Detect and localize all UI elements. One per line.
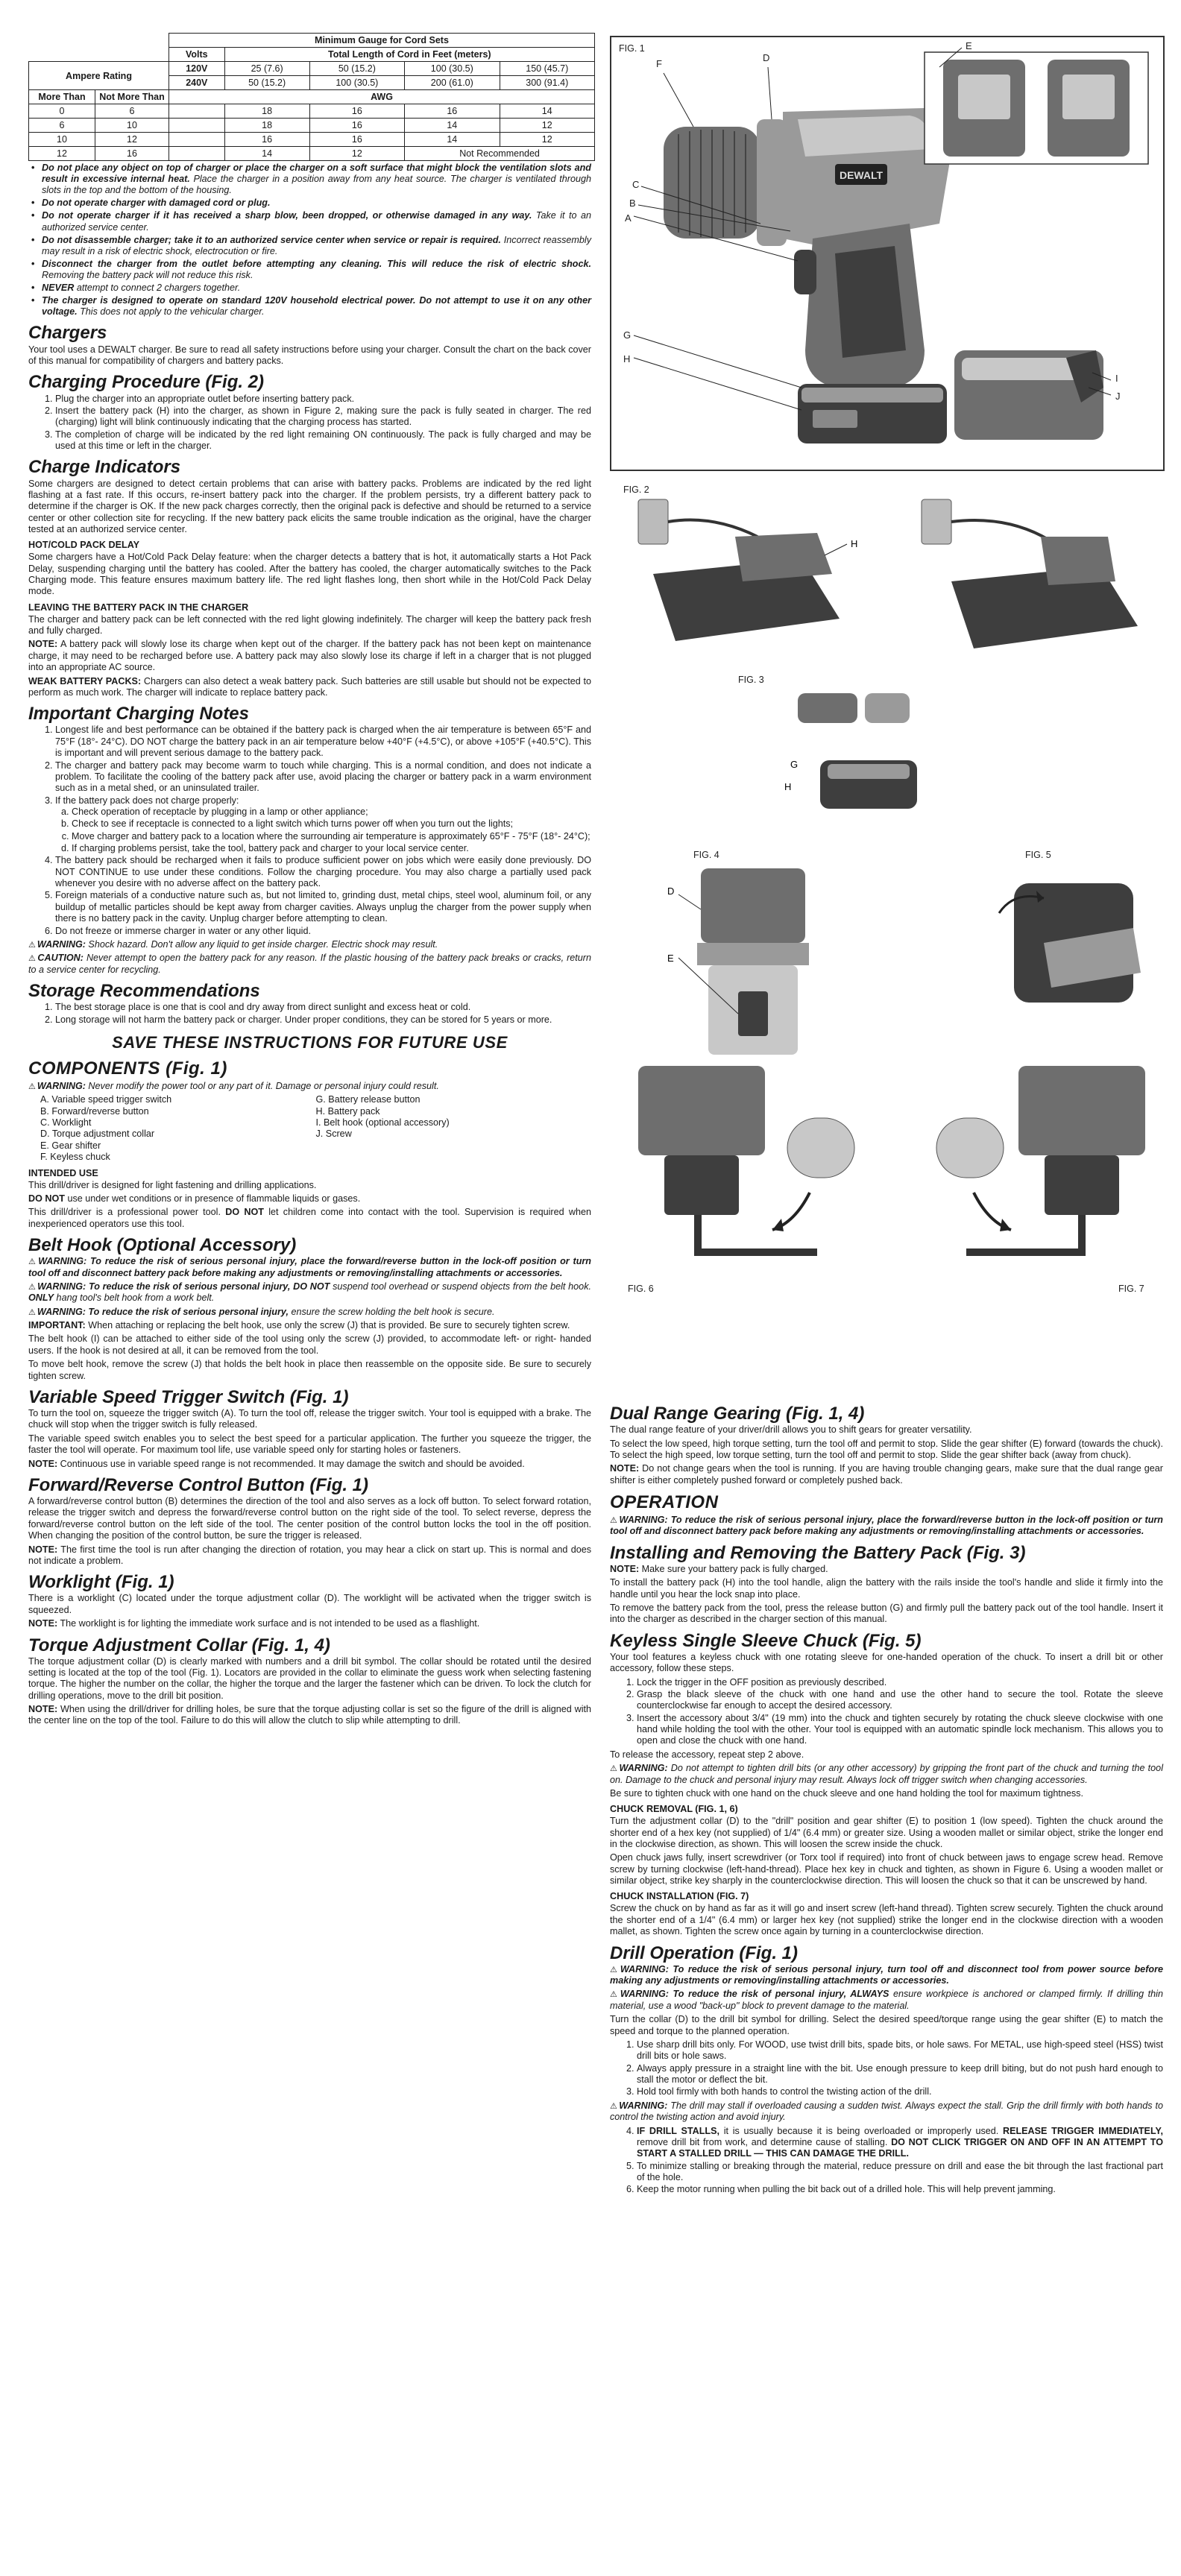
drill-op-steps-continued — [610, 2126, 1163, 2196]
table-cell: 12 — [500, 133, 594, 147]
dual-range-p1: The dual range feature of your driver/drill allows you to shift gears for greater versatility. — [610, 1424, 972, 1436]
inset-detail — [1062, 75, 1115, 119]
forward-reverse-heading: Forward/Reverse Control Button (Fig. 1) — [28, 1474, 369, 1495]
len240-cell: 50 (15.2) — [224, 76, 309, 90]
table-row — [29, 147, 595, 161]
table-cell: 0 — [29, 104, 95, 119]
table-cell: 14 — [224, 147, 309, 161]
shock-warning: ⚠ WARNING: Shock hazard. Don't allow any liquid to get inside charger. Electric shock may result. — [28, 938, 438, 950]
dual-range-p2: To select the low speed, high torque setting, turn the tool off and permit to stop. Slide the gear shifter (E) forward (towards the chuck). To select the high speed, low torque setting, turn the tool off and permit to stop. Slide the gear shifter back (away from chuck). — [610, 1438, 1163, 1460]
brand-logo: DEWALT — [839, 169, 884, 181]
torque-note: NOTE: When using the drill/driver for drilling holes, be sure that the torque adjusting collar is set so the figure of the drill is aligned with the center line on the top of the tool. Failure to do this will allow the clutch to slip while attempting to drill. — [28, 1704, 591, 1726]
battery-label — [813, 410, 857, 428]
storage-list — [28, 1002, 591, 1026]
belt-hook-heading: Belt Hook (Optional Accessory) — [28, 1234, 297, 1255]
belt-hook-important: IMPORTANT: When attaching or replacing the belt hook, use only the screw (J) that is provided. Be sure to securely tighten screw. — [28, 1320, 570, 1331]
list-item: B. Forward/reverse button — [40, 1105, 149, 1117]
keyless-p2: Be sure to tighten chuck with one hand on the chuck sleeve and one hand holding the tool for maximum tightness. — [610, 1787, 1083, 1799]
dual-range-heading: Dual Range Gearing (Fig. 1, 4) — [610, 1404, 865, 1424]
worklight-note: NOTE: The worklight is for lighting the immediate work surface and is not intended to be used as a flashlight. — [28, 1618, 480, 1629]
fig4-callout-d: D — [667, 886, 675, 897]
charger-cord — [951, 520, 1056, 544]
len120-cell: 150 (45.7) — [500, 62, 594, 76]
warning-triangle-icon: ⚠ — [610, 1515, 618, 1525]
table-cell: 16 — [224, 133, 309, 147]
list-item: A. Variable speed trigger switch — [40, 1094, 172, 1105]
list-item: 3. The completion of charge will be indicated by the red light remaining ON continuously. The pack is fully charged and may be used at this time or left in the charger. — [55, 429, 591, 452]
chuck-removal-heading: CHUCK REMOVAL (FIG. 1, 6) — [610, 1804, 738, 1815]
table-cell: 14 — [500, 104, 594, 119]
battery-top — [828, 764, 910, 779]
belt-hook-warning-1: ⚠ WARNING: To reduce the risk of serious personal injury, place the forward/reverse button in the lock-off position or turn tool off and disconnect battery pack before making any adjustments or removing/installing attachments or accessories. — [28, 1256, 591, 1278]
drill-operation-heading: Drill Operation (Fig. 1) — [610, 1942, 799, 1963]
list-item: 4. IF DRILL STALLS, it is usually because it is being overloaded or improperly used. RELEASE TRIGGER IMMEDIATELY, remove drill bit from work, and determine cause of stalling. DO NOT CLICK TRIGGER ON AND OFF IN AN ATTEMPT TO START A STALLED DRILL — THIS CAN DAMAGE THE DRILL. — [637, 2126, 1163, 2160]
belt-hook-warning-3: ⚠ WARNING: To reduce the risk of serious personal injury, ensure the screw holding the belt hook is secure. — [28, 1306, 495, 1317]
callout-b: B — [629, 198, 636, 209]
warning-triangle-icon: ⚠ — [610, 1764, 618, 1774]
fig4-label: FIG. 4 — [693, 850, 719, 860]
left-column — [28, 33, 591, 1729]
callout-c: C — [632, 179, 640, 190]
more-than-header: More Than — [29, 90, 95, 104]
awg-header: AWG — [169, 90, 595, 104]
leaving-heading: LEAVING THE BATTERY PACK IN THE CHARGER — [28, 602, 249, 613]
belt-hook-p2: To move belt hook, remove the screw (J) that holds the belt hook in place then reassemble on the opposite side. Be sure to securely tighten screw. — [28, 1359, 591, 1381]
table-cell: 12 — [95, 133, 169, 147]
fig5-chuck-illustration — [984, 868, 1156, 1025]
chuck-removal-body-2: Open chuck jaws fully, insert screwdriver (or Torx tool if required) into front of chuck between jaws to engage screw head. Remove screw by turning clockwise (left-hand-thread). Place hex key in chuck and tighten, as shown in Figure 6. Using a wooden mallet or similar object, strike key sharply in the counterclockwise direction. This will loosen the chuck so that it can be unscrewed by hand. — [610, 1852, 1163, 1887]
belt-hook-p1: The belt hook (I) can be attached to either side of the tool using only the screw (J) provided, to accommodate left- or right- handed users. If the hook is not desired at all, it can be removed from the tool. — [28, 1333, 591, 1356]
install-battery-p2: To remove the battery pack from the tool, press the release button (G) and firmly pull the battery pack out of the tool handle. Insert it into the charger as described in the charger section of this manual. — [610, 1603, 1163, 1625]
list-item: 2. Insert the battery pack (H) into the charger, as shown in Figure 2, making sure the pack is fully seated in charger. The red (charging) light will blink continuously indicating that the charging process has started. — [55, 405, 591, 429]
list-item: G. Battery release button — [315, 1094, 421, 1105]
battery-small — [865, 693, 910, 723]
wall-outlet — [638, 499, 668, 544]
variable-speed-heading: Variable Speed Trigger Switch (Fig. 1) — [28, 1386, 349, 1407]
warning-triangle-icon: ⚠ — [28, 954, 37, 964]
weak-packs-paragraph: WEAK BATTERY PACKS: Chargers can also detect a weak battery pack. Such batteries are still usable but should not be expected to perform as much work. The charger will indicate to replace battery pack. — [28, 675, 591, 698]
list-item: • Do not disassemble charger; take it to an authorized service center when service or repair is required. Incorrect reassembly may result in a risk of electric shock, electrocution or fire. — [42, 235, 591, 257]
callout-f: F — [656, 58, 662, 69]
leaving-body: The charger and battery pack can be left connected with the red light glowing indefinitely. The charger will keep the battery pack fresh and fully charged. — [28, 613, 591, 637]
keyless-warning: ⚠ WARNING: Do not attempt to tighten drill bits (or any other accessory) by gripping the front part of the chuck and turning the tool on. Damage to the chuck and personal injury may result. Always lock off trigger switch when changing accessories. — [610, 1763, 1163, 1785]
storage-heading: Storage Recommendations — [28, 981, 260, 1002]
list-item: d. If charging problems persist, take the tool, battery pack and charger to your local service center. — [72, 843, 591, 854]
volts-header: Volts — [169, 48, 225, 62]
warning-triangle-icon: ⚠ — [28, 1307, 36, 1317]
worklight-p1: There is a worklight (C) located under the torque adjustment collar (D). The worklight will be activated when the trigger switch is squeezed. — [28, 1593, 591, 1615]
warning-triangle-icon: ⚠ — [610, 1990, 619, 2000]
trigger — [794, 250, 816, 294]
list-item: J. Screw — [315, 1128, 352, 1140]
mallet-fig7 — [936, 1118, 1004, 1178]
install-battery-heading: Installing and Removing the Battery Pack (Fig. 3) — [610, 1542, 1026, 1563]
fig3-label: FIG. 3 — [738, 675, 764, 685]
list-item: 1. The best storage place is one that is cool and dry away from direct sunlight and excess heat or cold. — [55, 1002, 591, 1013]
install-battery-note: NOTE: Make sure your battery pack is fully charged. — [610, 1563, 828, 1574]
list-item: 4. The battery pack should be recharged when it fails to produce sufficient power on jobs which were easily done previously. DO NOT CONTINUE to use under these conditions. Follow the charging procedure. You may also charge a partially used pack whenever you desire with no adverse affect on the battery pack. — [55, 855, 591, 889]
inset-detail — [958, 75, 1010, 119]
fig1-label: FIG. 1 — [619, 43, 645, 54]
table-cell: 6 — [95, 104, 169, 119]
battery-top — [801, 388, 943, 402]
callout-g: G — [623, 329, 632, 341]
fig3-callout-g: G — [790, 759, 799, 770]
table-cell: 18 — [224, 119, 309, 133]
table-cell: 10 — [29, 133, 95, 147]
charge-indicators-heading: Charge Indicators — [28, 457, 181, 478]
callout-h: H — [623, 353, 631, 364]
table-cell: 12 — [500, 119, 594, 133]
fig3-battery-illustration — [783, 686, 932, 820]
operation-warning: ⚠ WARNING: To reduce the risk of serious personal injury, place the forward/reverse button in the lock-off position or turn tool off and disconnect battery pack before making any adjustments or removing/installing attachments or accessories. — [610, 1514, 1163, 1537]
drill-op-steps — [610, 2039, 1163, 2098]
list-item: H. Battery pack — [315, 1105, 380, 1117]
list-item: a. Check operation of receptacle by plugging in a lamp or other appliance; — [72, 806, 591, 818]
leader-line — [678, 894, 701, 909]
charging-procedure-heading: Charging Procedure (Fig. 2) — [28, 372, 265, 393]
table-cell: 16 — [95, 147, 169, 161]
intended-use-body: This drill/driver is designed for light fastening and drilling applications. — [28, 1179, 317, 1190]
table-cell: 12 — [309, 147, 404, 161]
list-item: E. Gear shifter — [40, 1140, 101, 1151]
hotcold-body: Some chargers have a Hot/Cold Pack Delay feature: when the charger detects a battery that is hot, it automatically starts a Hot Pack Delay, suspending charging until the battery has cooled. After the battery has cooled, the charger automatically switches to the Pack Charging mode. This feature ensures maximum battery life. The red light flashes long, then short while in the Hot/Cold Pack Delay mode. — [28, 552, 591, 597]
fig7-label: FIG. 7 — [1118, 1284, 1144, 1294]
keyless-release: To release the accessory, repeat step 2 above. — [610, 1749, 804, 1760]
list-item: 2. Long storage will not harm the battery pack or charger. Under proper conditions, they can be stored for 5 years or more. — [55, 1014, 591, 1026]
drill-warning-2: ⚠ WARNING: To reduce the risk of personal injury, ALWAYS ensure workpiece is anchored or clamped firmly. If drilling thin material, use a wood "back-up" block to prevent damage to the material. — [610, 1989, 1163, 2011]
drill-warning-3: ⚠ WARNING: The drill may stall if overloaded causing a sudden twist. Always expect the stall. Grip the drill firmly with both hands to control the twisting action and avoid injury. — [610, 2100, 1163, 2123]
torque-collar — [757, 119, 787, 246]
variable-speed-p2: The variable speed switch enables you to select the best speed for a particular application. The further you squeeze the trigger, the faster the tool will operate. For maximum tool life, use variable speed only for starting holes or fasteners. — [28, 1433, 591, 1456]
torque-collar-fig4 — [697, 943, 809, 965]
keyless-p1: Your tool features a keyless chuck with one rotating sleeve for one-handed operation of the chuck. To insert a drill bit or other accessory, follow these steps. — [610, 1651, 1163, 1674]
drill-head-fig6 — [638, 1066, 765, 1155]
torque-p1: The torque adjustment collar (D) is clearly marked with numbers and a drill bit symbol. The collar should be rotated until the desired setting is located at the top of the tool (Fig. 1). Locators are provided in the collar to eliminate the guess work when selecting fastening torque. The higher the number on the collar, the higher the torque and the larger the fastener which can be driven. To lock the clutch for drilling operations, move to the drill bit position. — [28, 1655, 591, 1701]
drill-illustration — [611, 37, 1163, 470]
warning-triangle-icon: ⚠ — [28, 1282, 37, 1292]
handle-grip — [835, 246, 906, 358]
chuck-install-body: Screw the chuck on by hand as far as it will go and insert screw (left-hand thread). Tighten screw securely. Tighten the chuck around the shorter end of a 1/4" (6.4 mm) or larger hex key (not supplied) strike the longer end in the clockwise direction with a wooden mallet, as shown. Tighten the screw once again by turning in a counterclockwise direction. — [610, 1903, 1163, 1937]
warning-triangle-icon: ⚠ — [28, 1082, 36, 1091]
table-cell: 6 — [29, 119, 95, 133]
list-item: 1. Lock the trigger in the OFF position as previously described. — [637, 1677, 1163, 1688]
list-item: C. Worklight — [40, 1117, 92, 1128]
drill-body — [664, 108, 951, 443]
fig3-callout-h: H — [784, 781, 792, 792]
v120-cell: 120V — [169, 62, 225, 76]
variable-speed-p1: To turn the tool on, squeeze the trigger switch (A). To turn the tool off, release the trigger switch. Your tool is equipped with a brake. The chuck will stop when the trigger switch is fully released. — [28, 1408, 591, 1430]
pack-caution: ⚠ CAUTION: Never attempt to open the battery pack for any reason. If the plastic housing of the battery pack breaks or cracks, return to a service center for recycling. — [28, 953, 591, 975]
intended-use-p3: This drill/driver is a professional power tool. DO NOT let children come into contact with the tool. Supervision is required when inexperienced operators use this tool. — [28, 1207, 591, 1229]
forward-reverse-p1: A forward/reverse control button (B) determines the direction of the tool and also serves as a lock off button. To select forward rotation, release the trigger switch and depress the forward/reverse control button on the right side of the tool. To select reverse, depress the forward/reverse control button on the left side of the tool. The center position of the control button locks the tool in the off position. When changing the position of the control button, be sure the trigger is released. — [28, 1496, 591, 1541]
list-item: • Do not operate charger if it has received a sharp blow, been dropped, or otherwise damaged in any way. Take it to an authorized service center. — [42, 210, 591, 233]
fig5-label: FIG. 5 — [1025, 850, 1051, 860]
fig2-callout-h: H — [851, 538, 858, 549]
table-cell: 18 — [224, 104, 309, 119]
list-item: 2. The charger and battery pack may become warm to touch while charging. This is a normal condition, and does not indicate a problem. To facilitate the cooling of the battery pack after use, avoid placing the charger or battery pack in a warm environment such as in a metal shed, or an uninsulated trailer. — [55, 760, 591, 795]
warning-triangle-icon: ⚠ — [28, 940, 36, 950]
mallet-fig6 — [787, 1118, 854, 1178]
len240-cell: 100 (30.5) — [309, 76, 404, 90]
table-cell: 16 — [405, 104, 500, 119]
torque-heading: Torque Adjustment Collar (Fig. 1, 4) — [28, 1635, 330, 1655]
len120-cell: 100 (30.5) — [405, 62, 500, 76]
list-item: 1. Longest life and best performance can be obtained if the battery pack is charged when the air temperature is between 65°F and 75°F (18°- 24°C). DO NOT charge the battery pack in an air temperature below +40°F (+4.5°C), or above +105°F (+40.5°C). This is important and will prevent serious damage to the battery pack. — [55, 724, 591, 759]
list-item: 2. Grasp the black sleeve of the chuck with one hand and use the other hand to secure the tool. Rotate the sleeve counterclockwise far enough to accept the desired accessory. — [637, 1689, 1163, 1712]
list-item: 1. Plug the charger into an appropriate outlet before inserting battery pack. — [55, 394, 591, 405]
list-item: 6. Keep the motor running when pulling the bit back out of a drilled hole. This will help prevent jamming. — [637, 2184, 1163, 2195]
important-notes-list — [28, 724, 591, 936]
len120-cell: 25 (7.6) — [224, 62, 309, 76]
len240-cell: 200 (61.0) — [405, 76, 500, 90]
table-cell: 16 — [309, 119, 404, 133]
list-item: • The charger is designed to operate on standard 120V household electrical power. Do not attempt to use it on any other voltage. This does not apply to the vehicular charger. — [42, 295, 591, 318]
save-instructions-banner: SAVE THESE INSTRUCTIONS FOR FUTURE USE — [112, 1032, 508, 1052]
list-item: c. Move charger and battery pack to a location where the surrounding air temperature is approximately 65°F - 75°F (18°- 24°C); — [72, 831, 591, 842]
cord-gauge-table — [28, 33, 595, 161]
list-item: 6. Do not freeze or immerse charger in water or any other liquid. — [55, 926, 591, 937]
table-row — [29, 104, 595, 119]
note-paragraph: NOTE: A battery pack will slowly lose its charge when kept out of the charger. If the battery pack has not been kept on maintenance charge, it may need to be recharged before use. A battery pack may also slowly lose its charge if left in a charger that is not plugged into an appropriate AC source. — [28, 639, 591, 673]
list-item: 1. Use sharp drill bits only. For WOOD, use twist drill bits, spade bits, or hole saws. For METAL, use high-speed steel (HSS) twist drill bits or hole saws. — [637, 2039, 1163, 2062]
belt-hook-warning-2: ⚠ WARNING: To reduce the risk of serious personal injury, DO NOT suspend tool overhead or suspend objects from the belt hook. ONLY hang tool's belt hook from a work belt. — [28, 1281, 591, 1304]
right-column — [610, 1398, 1163, 2198]
charger-safety-list — [28, 162, 591, 318]
charger-cord — [668, 520, 758, 537]
important-notes-heading: Important Charging Notes — [28, 704, 250, 724]
chuck-install-heading: CHUCK INSTALLATION (FIG. 7) — [610, 1891, 749, 1902]
charge-indicators-body: Some chargers are designed to detect certain problems that can arise with battery packs. Problems are indicated by the red light flashing at a fast rate. If this occurs, re-insert battery pack into the charger. If the problem persists, try a different battery pack to determine if the charger is OK. If the new pack charges correctly, then the original pack is defective and should be returned to a service center or other collection site for recycling. If the new battery pack elicits the same trouble indication as the original, have the charger tested at an authorized service center. — [28, 478, 591, 534]
chuck-fig7 — [1045, 1155, 1119, 1215]
length-header: Total Length of Cord in Feet (meters) — [224, 48, 594, 62]
battery-in-charger — [1041, 537, 1115, 585]
warning-triangle-icon: ⚠ — [610, 2101, 618, 2111]
chuck-top — [701, 868, 805, 943]
components-list — [28, 1094, 591, 1163]
components-heading: COMPONENTS (Fig. 1) — [28, 1058, 227, 1079]
list-item: 5. Foreign materials of a conductive nature such as, but not limited to, grinding dust, metal chips, steel wool, aluminum foil, or any buildup of metallic particles should be kept away from charger cavities. Always unplug the charger from the power supply when there is no battery pack in the cavity. Unplug charger before attempting to clean. — [55, 890, 591, 924]
list-item: • Do not operate charger with damaged cord or plug. — [42, 198, 591, 209]
warning-triangle-icon: ⚠ — [610, 1965, 619, 1974]
callout-i: I — [1115, 373, 1118, 384]
callout-e: E — [966, 40, 972, 51]
list-item: F. Keyless chuck — [40, 1152, 110, 1163]
list-item: • Do not place any object on top of charger or place the charger on a soft surface that might block the ventilation slots and result in excessive internal heat. Place the charger in a position away from any heat source. The charger is ventilated through slots in the top and the bottom of the housing. — [42, 162, 591, 196]
list-item: 3. Hold tool firmly with both hands to control the twisting action of the drill. — [637, 2086, 1163, 2097]
install-battery-p1: To install the battery pack (H) into the tool handle, align the battery with the rails inside the tool's handle and slide it firmly into the handle until you hear the lock snap into place. — [610, 1577, 1163, 1600]
arrow-head-icon — [1000, 1219, 1011, 1231]
list-item: I. Belt hook (optional accessory) — [315, 1117, 450, 1128]
fig4-collar-illustration — [656, 865, 850, 1058]
keyless-steps — [610, 1677, 1163, 1747]
intended-use-p2: DO NOT use under wet conditions or in presence of flammable liquids or gases. — [28, 1193, 361, 1204]
list-item: D. Torque adjustment collar — [40, 1128, 155, 1140]
ampere-header: Ampere Rating — [29, 62, 169, 90]
callout-a: A — [625, 212, 632, 224]
list-item: • Disconnect the charger from the outlet before attempting any cleaning. This will reduce the risk of electric shock. Removing the battery pack will not reduce this risk. — [42, 259, 591, 281]
dual-range-note: NOTE: Do not change gears when the tool is running. If you are having trouble changing gears, make sure that the dual range gear shifter is either completely pushed forward or completely pushed back. — [610, 1463, 1163, 1486]
table-cell: Not Recommended — [405, 147, 595, 161]
list-item: • NEVER attempt to connect 2 chargers together. — [42, 282, 591, 294]
table-cell: 10 — [95, 119, 169, 133]
chargers-body: Your tool uses a DEWALT charger. Be sure to read all safety instructions before using your charger. Consult the chart on the back cover of this manual for compatibility of chargers and battery packs. — [28, 344, 591, 366]
fig2-charger-illustration — [623, 492, 1160, 663]
table-row — [29, 119, 595, 133]
chuck-fig6 — [664, 1155, 739, 1215]
charging-steps — [28, 394, 591, 452]
list-item: 3. If the battery pack does not charge properly: a. Check operation of receptacle by plugging in a lamp or other appliance; b. Check to see if receptacle is connected to a light switch which turns power off when you turn out the lights; c. Move charger and battery pack to a location where the surrounding air temperature is approximately 65°F - 75°F (18°- 24°C); d. If charging problems persist, take the tool, battery pack and charger to your local service center. — [55, 795, 591, 855]
len240-cell: 300 (91.4) — [500, 76, 594, 90]
list-item: b. Check to see if receptacle is connected to a light switch which turns power off when you turn out the lights; — [72, 818, 591, 830]
hex-key-fig7 — [966, 1215, 1082, 1252]
battery-in-charger — [735, 533, 832, 581]
list-item: 2. Always apply pressure in a straight line with the bit. Use enough pressure to keep drill biting, but do not push hard enough to stall the motor or deflect the bit. — [637, 2063, 1163, 2086]
variable-speed-note: NOTE: Continuous use in variable speed range is not recommended. It may damage the switch and should be avoided. — [28, 1458, 525, 1469]
modify-warning: ⚠ WARNING: Never modify the power tool or any part of it. Damage or personal injury could result. — [28, 1080, 439, 1091]
battery-small — [798, 693, 857, 723]
fig1-box — [610, 36, 1165, 471]
chuck-removal-body: Turn the adjustment collar (D) to the "drill" position and gear shifter (E) to position 1 (low speed). Tighten the chuck around the shorter end of a hex key (not supplied) of 1/4" (6.4 mm) or greater size. Using a wooden mallet or similar object, strike the longer end in the clockwise direction, as shown. This will loosen the screw inside the chuck. — [610, 1816, 1163, 1849]
table-row — [29, 133, 595, 147]
table-cell: 16 — [309, 104, 404, 119]
list-item: 5. To minimize stalling or breaking through the material, reduce pressure on drill and ease the bit through the last fractional part of the hole. — [637, 2161, 1163, 2184]
fig2-label: FIG. 2 — [623, 484, 649, 495]
table-cell: 14 — [405, 133, 500, 147]
callout-d: D — [763, 52, 770, 63]
not-more-than-header: Not More Than — [95, 90, 169, 104]
leader-line — [825, 544, 847, 555]
table-title: Minimum Gauge for Cord Sets — [169, 34, 595, 48]
list-item: 3. Insert the accessory about 3/4" (19 mm) into the chuck and tighten securely by rotating the chuck sleeve clockwise with one hand while holding the tool with the other. Your tool is equipped with an automatic spindle lock mechanism. This allows you to open and close the chuck with one hand. — [637, 1713, 1163, 1747]
table-cell: 16 — [309, 133, 404, 147]
warning-triangle-icon: ⚠ — [28, 1257, 37, 1267]
drill-head-fig7 — [1018, 1066, 1145, 1155]
callout-j: J — [1115, 391, 1121, 402]
len120-cell: 50 (15.2) — [309, 62, 404, 76]
gear-shifter-fig4 — [738, 991, 768, 1036]
v240-cell: 240V — [169, 76, 225, 90]
fig6-fig7-illustration — [623, 1066, 1160, 1275]
drill-warning-1: ⚠ WARNING: To reduce the risk of serious personal injury, turn tool off and disconnect tool from power source before making any adjustments or removing/installing attachments or accessories. — [610, 1963, 1163, 1986]
intended-use-heading: INTENDED USE — [28, 1167, 98, 1178]
keyless-chuck-heading: Keyless Single Sleeve Chuck (Fig. 5) — [610, 1630, 922, 1651]
fig4-callout-e: E — [667, 953, 674, 964]
hex-key-fig6 — [698, 1215, 817, 1252]
wall-outlet — [922, 499, 951, 544]
chargers-heading: Chargers — [28, 323, 107, 344]
table-cell: 14 — [405, 119, 500, 133]
operation-heading: OPERATION — [610, 1491, 719, 1512]
fig6-label: FIG. 6 — [628, 1284, 654, 1294]
arrow-head-icon — [772, 1219, 784, 1231]
hotcold-heading: HOT/COLD PACK DELAY — [28, 540, 140, 551]
forward-reverse-note: NOTE: The first time the tool is run after changing the direction of rotation, you may hear a click on start up. This is normal and does not indicate a problem. — [28, 1544, 591, 1566]
worklight-heading: Worklight (Fig. 1) — [28, 1572, 174, 1593]
drill-op-p1: Turn the collar (D) to the drill bit symbol for drilling. Select the desired speed/torque range using the gear shifter (E) to match the speed and torque to the planned operation. — [610, 2014, 1163, 2036]
table-cell: 12 — [29, 147, 95, 161]
